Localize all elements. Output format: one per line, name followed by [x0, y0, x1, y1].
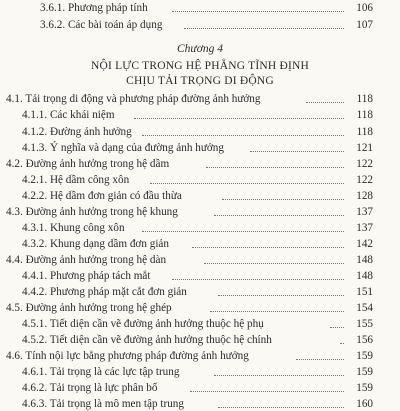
toc-subsection: [0, 269, 400, 283]
toc-entry-page: 118: [356, 109, 373, 121]
toc-entry-page: 148: [356, 254, 373, 266]
toc-entry-label: 4.5.1. Tiết diện cần vẽ đường ảnh hưởng thuộc hệ phụ: [22, 318, 264, 330]
toc-entry-leader: [296, 359, 344, 360]
toc-entry-leader: [142, 135, 344, 136]
toc-entry-label: 4.1. Tải trọng di động và phương pháp đường ảnh hưởng: [6, 93, 261, 105]
toc-entry-leader: [306, 102, 344, 103]
toc-subsection: [0, 237, 400, 251]
toc-entry-label: 4.6.3. Tải trọng là mô men tập trung: [22, 398, 184, 410]
toc-subsection: [0, 173, 400, 187]
toc-entry-leader: [172, 11, 344, 12]
toc-entry-page: 107: [356, 19, 373, 31]
toc-entry-label: 4.2.2. Hệ dầm đơn giản có đầu thừa: [22, 190, 182, 202]
toc-entry-leader: [214, 375, 344, 376]
toc-entry-page: 137: [356, 206, 373, 218]
toc-entry: [0, 1, 400, 15]
toc-entry-leader: [150, 183, 344, 184]
toc-entry-page: 159: [356, 350, 373, 362]
toc-entry-leader: [204, 263, 344, 264]
toc-entry-label: 4.3.2. Khung dạng dầm đơn giản: [22, 238, 169, 250]
toc-entry-page: 159: [356, 382, 373, 394]
toc-entry-label: 4.5.2. Tiết diện cần vẽ đường ảnh hưởng thuộc hệ chính: [22, 334, 272, 346]
toc-entry-page: 154: [356, 302, 373, 314]
toc-subsection: [0, 125, 400, 139]
toc-entry-leader: [206, 167, 344, 168]
toc-entry-label: 4.4. Đường ảnh hưởng trong hệ dàn: [6, 254, 167, 266]
toc-section: [0, 205, 400, 219]
toc-entry-leader: [340, 343, 344, 344]
toc-subsection: [0, 397, 400, 411]
toc-subsection: [0, 285, 400, 299]
toc-entry-page: 156: [356, 334, 373, 346]
toc-subsection: [0, 108, 400, 122]
chapter-title: NỘI LỰC TRONG HỆ PHẲNG TĨNH ĐỊNH: [90, 60, 310, 72]
toc-entry-label: 4.2.1. Hệ dầm công xôn: [22, 174, 130, 186]
toc-entry-label: 4.1.2. Đường ảnh hưởng: [22, 126, 132, 138]
toc-entry-page: 148: [356, 270, 373, 282]
toc-entry-label: 3.6.1. Phương pháp tính: [40, 2, 148, 14]
toc-subsection: [0, 221, 400, 235]
toc-entry-page: 151: [356, 286, 373, 298]
toc-entry-leader: [192, 247, 344, 248]
chapter-subtitle: CHỊU TẢI TRỌNG DI ĐỘNG: [126, 75, 274, 87]
toc-entry-label: 3.6.2. Các bài toán áp dụng: [40, 19, 163, 31]
toc-entry-page: 121: [356, 142, 373, 154]
toc-subsection: [0, 333, 400, 347]
toc-entry-page: 118: [356, 93, 373, 105]
toc-entry-label: 4.5. Đường ảnh hưởng trong hệ ghép: [6, 302, 172, 314]
toc-entry-leader: [142, 231, 344, 232]
toc-entry-label: 4.3.1. Khung công xôn: [22, 222, 125, 234]
toc-entry: [0, 18, 400, 32]
toc-entry-page: 128: [356, 190, 373, 202]
toc-entry-page: 155: [356, 318, 373, 330]
toc-entry-label: 4.4.1. Phương pháp tách mắt: [22, 270, 151, 282]
toc-entry-leader: [250, 151, 344, 152]
toc-entry-page: 160: [356, 398, 373, 410]
toc-entry-label: 4.1.1. Các khái niệm: [22, 109, 115, 121]
toc-entry-leader: [218, 295, 344, 296]
toc-entry-leader: [218, 407, 344, 408]
toc-section: [0, 301, 400, 315]
toc-entry-leader: [222, 199, 344, 200]
toc-entry-label: 4.2. Đường ảnh hưởng trong hệ dầm: [6, 158, 170, 170]
toc-entry-label: 4.6.2. Tải trọng là lực phân bố: [22, 382, 158, 394]
toc-entry-leader: [184, 28, 344, 29]
toc-entry-leader: [330, 327, 344, 328]
chapter-label: Chương 4: [177, 43, 223, 55]
toc-entry-label: 4.4.2. Phương pháp mặt cắt đơn giản: [22, 286, 187, 298]
toc-entry-leader: [134, 118, 344, 119]
toc-entry-page: 122: [356, 174, 373, 186]
toc-entry-label: 4.6. Tính nội lực bằng phương pháp đường ảnh hưởng: [6, 350, 249, 362]
toc-entry-label: 4.1.3. Ý nghĩa và dạng của đường ảnh hưởng: [22, 142, 224, 154]
toc-entry-page: 142: [356, 238, 373, 250]
toc-entry-leader: [214, 215, 344, 216]
toc-subsection: [0, 365, 400, 379]
toc-entry-page: 159: [356, 366, 373, 378]
toc-entry-label: 4.3. Đường ảnh hưởng trong hệ khung: [6, 206, 178, 218]
toc-entry-label: 4.6.1. Tải trọng là các lực tập trung: [22, 366, 180, 378]
toc-section: [0, 157, 400, 171]
toc-subsection: [0, 189, 400, 203]
toc-section: [0, 349, 400, 363]
toc-entry-leader: [172, 279, 344, 280]
toc-entry-page: 118: [356, 126, 373, 138]
toc-entry-page: 106: [356, 2, 373, 14]
toc-subsection: [0, 381, 400, 395]
toc-section: [0, 92, 400, 106]
toc-entry-leader: [190, 391, 344, 392]
toc-section: [0, 253, 400, 267]
toc-entry-page: 122: [356, 158, 373, 170]
toc-entry-leader: [210, 311, 344, 312]
toc-entry-page: 137: [356, 222, 373, 234]
toc-subsection: [0, 317, 400, 331]
toc-subsection: [0, 141, 400, 155]
